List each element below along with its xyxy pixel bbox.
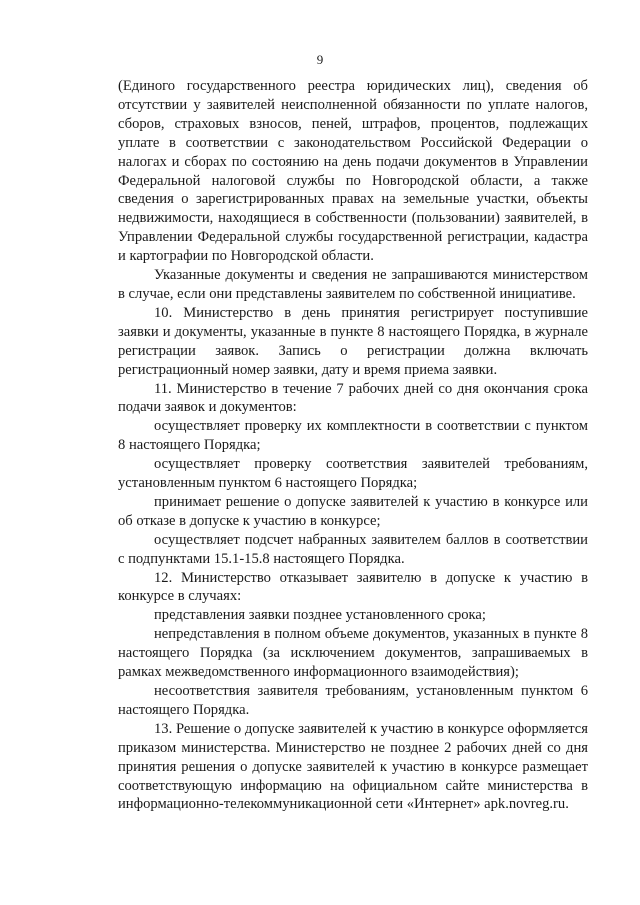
paragraph-item-11-score-count: осуществляет подсчет набранных заявителем баллов в соответствии с подпунктами 15.1-15.8 настоящего Порядка. [118, 531, 588, 567]
paragraph-item-12-late-submission: представления заявки позднее установленного срока; [154, 607, 486, 624]
paragraph-item-10: 10. Министерство в день принятия регистрирует поступившие заявки и документы, указанные в пункте 8 настоящего Порядка, в журнале регистрации заявок. Запись о регистрации должна включать регистрационный номер заявки, дату и время приема заявки. [118, 304, 588, 378]
paragraph-item-12-incomplete-documents: непредставления в полном объеме документов, указанных в пункте 8 настоящего Порядка (за исключением документов, запрашиваемых в рамках межведомственного информационного взаимодействия); [118, 626, 588, 681]
paragraph-item-13: 13. Решение о допуске заявителей к участию в конкурсе оформляется приказом министерства. Министерство не позднее 2 рабочих дней со дня принятия решения о допуске заявителей к участию в конкурсе размещает соответствующую информацию на официальном сайте министерства в информационно-телекоммуникационной сети «Интернет» apk.novreg.ru. [118, 720, 588, 813]
paragraph-item-11-admission-decision: принимает решение о допуске заявителей к участию в конкурсе или об отказе в допуске к участию в конкурсе; [118, 493, 588, 529]
paragraph-item-12: 12. Министерство отказывает заявителю в допуске к участию в конкурсе в случаях: [118, 569, 588, 605]
paragraph-documents-not-requested: Указанные документы и сведения не запрашиваются министерством в случае, если они представлены заявителем по собственной инициативе. [118, 267, 588, 302]
page-number: 9 [316, 52, 324, 67]
paragraph-item-11-completeness-check: осуществляет проверку их комплектности в соответствии с пунктом 8 настоящего Порядка; [118, 418, 588, 454]
paragraph-egrul-continuation: (Единого государственного реестра юридических лиц), сведения об отсутствии у заявителей неисполненной обязанности по уплате налогов, сборов, страховых взносов, пеней, штрафов, процентов, подлежащих уплате в соответствии с законодательством Российской Федерации о налогах и сборах по состоянию на день подачи документов в Управлении Федеральной налоговой службы по Новгородской области, а также сведения о зарегистрированных правах на земельные участки, объекты недвижимости, находящиеся в собственности (пользовании) заявителей, в Управлении Федеральной службы государственной регистрации, кадастра и картографии по Новгородской области. [118, 78, 588, 265]
document-body [118, 77, 588, 814]
paragraph-item-11-compliance-check: осуществляет проверку соответствия заявителей требованиям, установленным пунктом 6 настоящего Порядка; [118, 456, 588, 492]
paragraph-item-11: 11. Министерство в течение 7 рабочих дней со дня окончания срока подачи заявок и документов: [118, 380, 588, 416]
paragraph-item-12-nonconformity: несоответствия заявителя требованиям, установленным пунктом 6 настоящего Порядка. [118, 683, 588, 718]
